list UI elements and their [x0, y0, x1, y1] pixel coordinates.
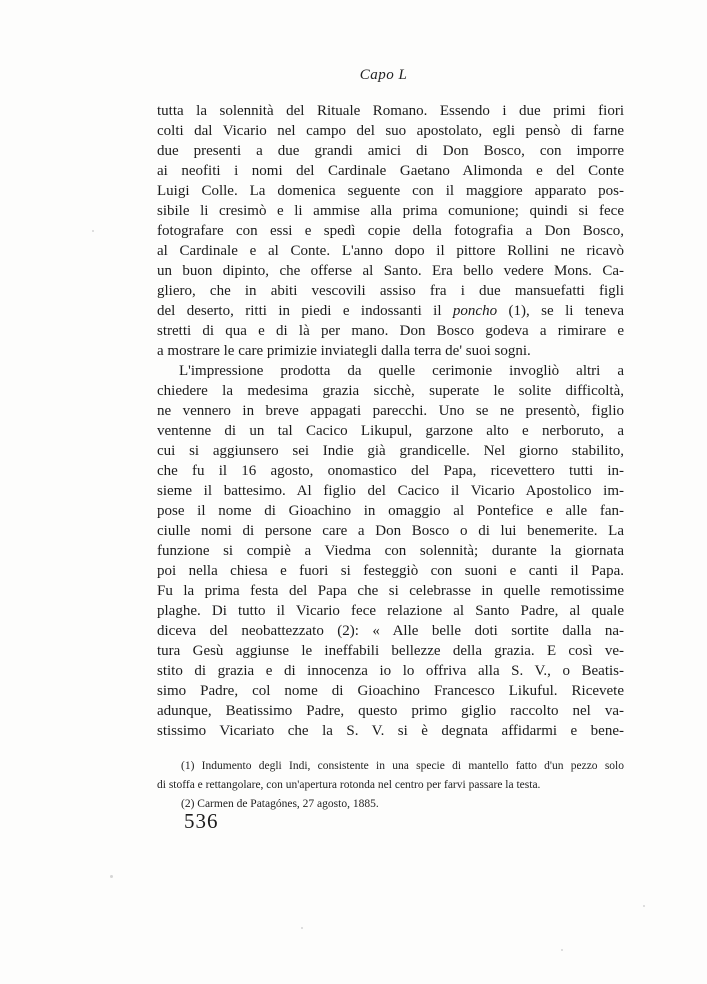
body-line: simo Padre, col nome di Gioachino Francesco Likuful. Ricevete — [157, 683, 624, 699]
body-line: ciulle nomi di persone care a Don Bosco o di lui benemerite. La — [157, 523, 624, 539]
body-line: ventenne di un tal Cacico Likupul, garzone alto e nerboruto, a — [157, 423, 624, 439]
body-line: Fu la prima festa del Papa che si celebrasse in quelle remotissime — [157, 583, 624, 599]
body-line: a mostrare le care primizie inviategli dalla terra de' suoi sogni. — [157, 343, 531, 359]
body-line: tura Gesù aggiunse le ineffabili bellezze della grazia. E così ve- — [157, 643, 624, 659]
body-text — [157, 101, 624, 741]
scan-speck — [561, 949, 563, 951]
body-line: adunque, Beatissimo Padre, questo primo giglio raccolto nel va- — [157, 703, 624, 719]
body-line: sieme il battesimo. Al figlio del Cacico il Vicario Apostolico im- — [157, 483, 624, 499]
body-line: cui si aggiunsero sei Indie già grandicelle. Nel giorno stabilito, — [157, 443, 624, 459]
body-line: stretti di qua e di là per mano. Don Bosco godeva a rimirare e — [157, 323, 624, 339]
scan-speck — [110, 875, 113, 878]
body-line: L'impressione prodotta da quelle cerimonie invogliò altri a — [179, 363, 624, 379]
body-line: del deserto, ritti in piedi e indossanti il poncho (1), se li teneva — [157, 303, 624, 319]
body-line: un buon dipinto, che offerse al Santo. Era bello vedere Mons. Ca- — [157, 263, 624, 279]
body-line: plaghe. Di tutto il Vicario fece relazione al Santo Padre, al quale — [157, 603, 624, 619]
body-line: sibile li cresimò e li ammise alla prima comunione; quindi si fece — [157, 203, 624, 219]
body-line: ai neofiti i nomi del Cardinale Gaetano Alimonda e del Conte — [157, 163, 624, 179]
body-line: pose il nome di Gioachino in omaggio al Pontefice e alle fan- — [157, 503, 624, 519]
body-line: stito di grazia e di innocenza io lo offriva alla S. V., o Beatis- — [157, 663, 624, 679]
body-line: colti dal Vicario nel campo del suo apostolato, egli pensò di farne — [157, 123, 624, 139]
body-line: diceva del neobattezzato (2): « Alle belle doti sortite dalla na- — [157, 623, 624, 639]
footnote-line: (1) Indumento degli Indi, consistente in una specie di mantello fatto d'un pezzo solo — [181, 760, 624, 772]
body-line: al Cardinale e al Conte. L'anno dopo il pittore Rollini ne ricavò — [157, 243, 624, 259]
body-line: poi nella chiesa e fuori si festeggiò con suoni e canti il Papa. — [157, 563, 624, 579]
body-line: tutta la solennità del Rituale Romano. Essendo i due primi fiori — [157, 103, 624, 119]
footnote-line: di stoffa e rettangolare, con un'apertura rotonda nel centro per farvi passare la testa. — [157, 779, 541, 791]
body-line: fotografare con essi e spedì copie della fotografia a Don Bosco, — [157, 223, 624, 239]
running-head: Capo L — [359, 67, 408, 83]
body-line: che fu il 16 agosto, onomastico del Papa, ricevettero tutti in- — [157, 463, 624, 479]
footnotes — [157, 757, 624, 814]
body-line: due presenti a due grandi amici di Don Bosco, con imporre — [157, 143, 624, 159]
scan-speck — [92, 230, 94, 232]
body-line: ne vennero in breve appagati parecchi. Uno se ne presentò, figlio — [157, 403, 624, 419]
body-line: gliero, che in abiti vescovili assiso fra i due mansuefatti figli — [157, 283, 624, 299]
body-line: stissimo Vicariato che la S. V. si è degnata affidarmi e bene- — [157, 723, 624, 739]
body-line: funzione si compiè a Viedma con solennità; durante la giornata — [157, 543, 624, 559]
footnote-line: (2) Carmen de Patagónes, 27 agosto, 1885. — [181, 798, 379, 810]
body-line: chiedere la medesima grazia sicchè, superate le solite difficoltà, — [157, 383, 624, 399]
scan-speck — [301, 927, 303, 929]
scan-speck — [643, 905, 645, 907]
body-line: Luigi Colle. La domenica seguente con il maggiore apparato pos- — [157, 183, 624, 199]
page-number: 536 — [184, 809, 219, 833]
